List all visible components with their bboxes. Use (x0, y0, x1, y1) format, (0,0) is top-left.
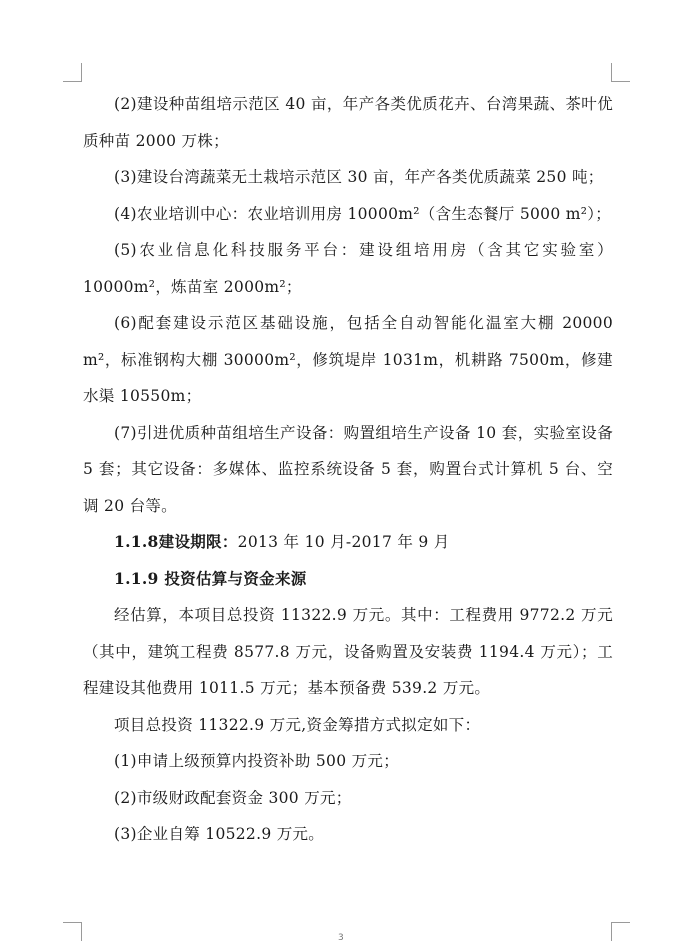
funding-intro-paragraph: 项目总投资 11322.9 万元,资金筹措方式拟定如下： (114, 715, 481, 734)
section-title: 投资估算与资金来源 (158, 568, 307, 588)
paragraph-item-6: (6)配套建设示范区基础设施，包括全自动智能化温室大棚 20000 m²，标准钢构大棚 30000m²，修筑堤岸 1031m，机耕路 7500m，修建水渠 10550m； (83, 314, 613, 405)
section-number: 1.1.8 (114, 532, 159, 551)
document-body (83, 86, 613, 853)
section-number: 1.1.9 (114, 568, 159, 588)
section-heading-construction-period (83, 524, 613, 561)
paragraph-item-2: (2)建设种苗组培示范区 40 亩，年产各类优质花卉、台湾果蔬、茶叶优质种苗 2000 万株； (83, 95, 613, 150)
funding-item-1: (1)申请上级预算内投资补助 500 万元； (114, 752, 399, 770)
margin-corner-bottom-left (63, 922, 82, 941)
section-title: 建设期限： (158, 532, 238, 551)
paragraph-item-4: (4)农业培训中心：农业培训用房 10000m²（含生态餐厅 5000 m²）； (114, 204, 612, 223)
paragraph-item-3: (3)建设台湾蔬菜无土栽培示范区 30 亩，年产各类优质蔬菜 250 吨； (114, 168, 604, 186)
investment-estimate-paragraph: 经估算，本项目总投资 11322.9 万元。其中：工程费用 9772.2 万元（其中，建筑工程费 8577.8 万元，设备购置及安装费 1194.4 万元）；工程建设其他费用 1011.5 万元；基本预备费 539.2 万元。 (83, 606, 613, 697)
margin-corner-bottom-right (611, 922, 630, 941)
margin-corner-top-left (63, 63, 82, 82)
funding-item-3: (3)企业自筹 10522.9 万元。 (114, 825, 325, 843)
paragraph-item-7: (7)引进优质种苗组培生产设备：购置组培生产设备 10 套，实验室设备 5 套；其它设备：多媒体、监控系统设备 5 套，购置台式计算机 5 台、空调 20 台等。 (83, 423, 613, 515)
funding-item-2: (2)市级财政配套资金 300 万元； (114, 788, 352, 807)
construction-period-value: 2013 年 10 月-2017 年 9 月 (237, 533, 450, 551)
margin-corner-top-right (611, 63, 630, 82)
paragraph-item-5: (5)农业信息化科技服务平台：建设组培用房（含其它实验室）10000m²，炼苗室 2000m²； (83, 241, 613, 296)
section-heading-investment (83, 561, 613, 598)
page-number: 3 (338, 933, 344, 943)
